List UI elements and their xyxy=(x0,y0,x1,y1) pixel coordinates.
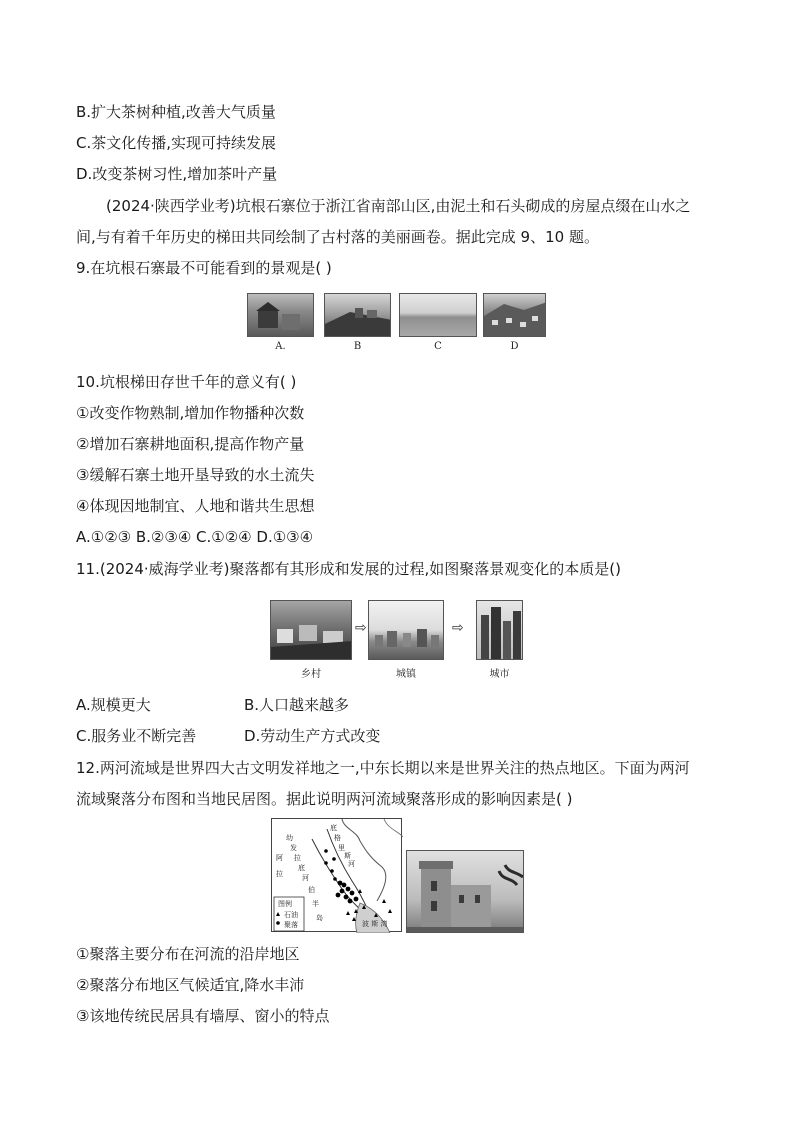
q11-caption-village: 乡村 xyxy=(301,669,321,680)
q9-photo-b xyxy=(324,293,391,337)
q11-caption-city: 城市 xyxy=(489,669,510,680)
q12-item-1: ①聚落主要分布在河流的沿岸地区 xyxy=(76,945,300,963)
q9-stem: 9.在坑根石寨最不可能看到的景观是( ) xyxy=(76,259,332,277)
q9-caption-d: D xyxy=(510,341,519,352)
q9-caption-a: A. xyxy=(275,341,286,352)
map-label-tigris-5: 河 xyxy=(348,860,355,868)
q12-stem-line-2: 流域聚落分布图和当地民居图。据此说明两河流域聚落形成的影响因素是( ) xyxy=(76,790,573,808)
map-label-euphrates-3: 拉 xyxy=(294,854,301,862)
q12-item-2: ②聚落分布地区气候适宜,降水丰沛 xyxy=(76,976,305,994)
map-label-peninsula-2: 半 xyxy=(312,900,319,908)
q11-photo-village xyxy=(270,600,352,660)
map-label-arabia-2: 拉 xyxy=(276,870,283,878)
map-label-persian-gulf: 波 斯 湾 xyxy=(362,920,388,928)
q9-caption-c: C xyxy=(434,341,442,352)
q11-option-c: C.服务业不断完善 xyxy=(76,727,197,745)
q10-options: A.①②③ B.②③④ C.①②④ D.①③④ xyxy=(76,528,314,546)
q9-photo-a xyxy=(247,293,314,337)
q11-stem: 11.(2024·威海学业考)聚落都有其形成和发展的过程,如图聚落景观变化的本质是() xyxy=(76,560,621,578)
map-label-euphrates-2: 发 xyxy=(290,844,297,852)
q8-option-d: D.改变茶树习性,增加茶叶产量 xyxy=(76,165,278,183)
map-label-euphrates-4: 底 xyxy=(298,864,305,872)
map-label-tigris-4: 斯 xyxy=(344,852,351,860)
map-label-peninsula-1: 伯 xyxy=(308,886,315,894)
map-label-tigris-3: 里 xyxy=(338,844,345,852)
q11-photo-city xyxy=(476,600,523,660)
q10-item-4: ④体现因地制宜、人地和谐共生思想 xyxy=(76,497,315,515)
map-label-peninsula-3: 岛 xyxy=(316,914,323,922)
q11-arrow-2: ⇨ xyxy=(452,620,464,636)
q11-arrow-1: ⇨ xyxy=(355,620,367,636)
q12-settlement-map xyxy=(271,818,402,932)
q9-photo-d xyxy=(483,293,546,337)
q10-item-3: ③缓解石寨土地开垦导致的水土流失 xyxy=(76,466,315,484)
q10-stem: 10.坑根梯田存世千年的意义有( ) xyxy=(76,373,297,391)
map-label-euphrates-5: 河 xyxy=(302,874,309,882)
q8-option-b: B.扩大茶树种植,改善大气质量 xyxy=(76,103,276,121)
map-label-euphrates-1: 幼 xyxy=(286,834,293,842)
passage-line-1: (2024·陕西学业考)坑根石寨位于浙江省南部山区,由泥土和石头砌成的房屋点缀在山水之 xyxy=(106,197,691,215)
q11-option-a: A.规模更大 xyxy=(76,696,151,714)
q8-option-c: C.茶文化传播,实现可持续发展 xyxy=(76,134,277,152)
q10-item-2: ②增加石寨耕地面积,提高作物产量 xyxy=(76,435,305,453)
q9-caption-b: B xyxy=(353,341,362,352)
q11-option-b: B.人口越来越多 xyxy=(244,696,350,714)
map-label-tigris-1: 底 xyxy=(330,824,337,832)
q9-photo-c xyxy=(399,293,477,337)
passage-line-2: 间,与有着千年历史的梯田共同绘制了古村落的美丽画卷。据此完成 9、10 题。 xyxy=(76,228,599,246)
q12-item-3: ③该地传统民居具有墙厚、窗小的特点 xyxy=(76,1007,330,1025)
q12-stem-line-1: 12.两河流域是世界四大古文明发祥地之一,中东长期以来是世界关注的热点地区。下面为两河 xyxy=(76,759,690,777)
q11-photo-town xyxy=(368,600,444,660)
map-legend-oil: 石油 xyxy=(284,911,298,919)
q12-dwelling-photo xyxy=(406,850,524,933)
map-legend-title: 图例 xyxy=(278,900,292,908)
q10-item-1: ①改变作物熟制,增加作物播种次数 xyxy=(76,404,305,422)
map-legend-settlement: 聚落 xyxy=(284,921,298,929)
q11-option-d: D.劳动生产方式改变 xyxy=(244,727,381,745)
map-label-arabia-1: 阿 xyxy=(276,854,283,862)
map-label-tigris-2: 格 xyxy=(334,834,341,842)
q11-caption-town: 城镇 xyxy=(396,669,416,680)
